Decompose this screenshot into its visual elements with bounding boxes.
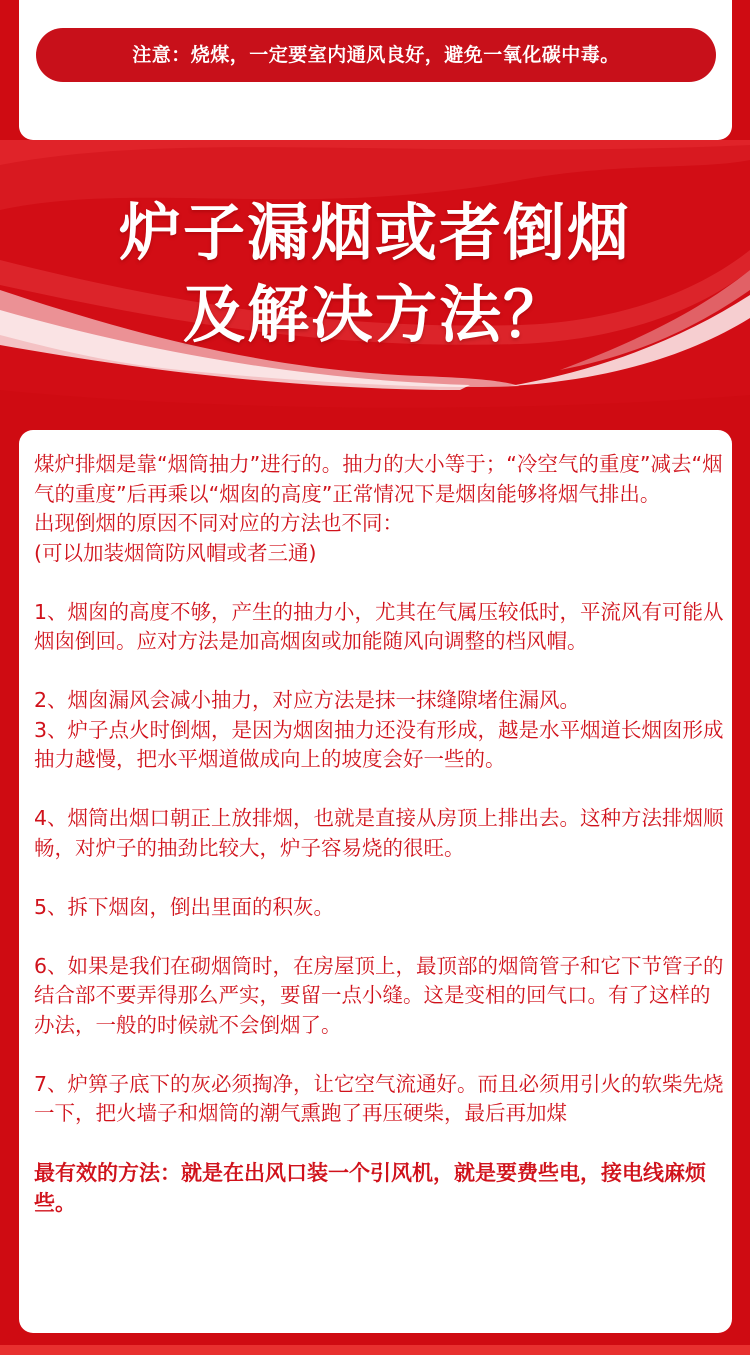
title-banner (0, 140, 750, 430)
article-card (19, 430, 732, 1333)
notice-banner: 注意：烧煤，一定要室内通风良好，避免一氧化碳中毒。 (36, 28, 716, 82)
conclusion-text: 最有效的方法：就是在出风口装一个引风机，就是要费些电，接电线麻烦些。 (34, 1161, 706, 1215)
intro-paragraph: 煤炉排烟是靠“烟筒抽力”进行的。抽力的大小等于；“冷空气的重度”减去“烟气的重度”后再乘以“烟囱的高度”正常情况下是烟囱能够将烟气排出。 (34, 452, 723, 506)
intro-cause-line: 出现倒烟的原因不同对应的方法也不同： (34, 511, 403, 535)
list-item-6: 6、如果是我们在砌烟筒时，在房屋顶上，最顶部的烟筒管子和它下节管子的结合部不要弄得那么严实，要留一点小缝。这是变相的回气口。有了这样的办法，一般的时候就不会倒烟了。 (34, 953, 724, 1037)
page-title (0, 192, 750, 356)
title-line-2: 及解决方法？ (182, 278, 567, 351)
list-item-5: 5、拆下烟囱，倒出里面的积灰。 (34, 894, 335, 919)
intro-note-line: (可以加装烟筒防风帽或者三通) (34, 540, 317, 565)
list-item-1: 1、烟囱的高度不够，产生的抽力小，尤其在气属压较低时，平流风有可能从烟囱倒回。应对方法是加高烟囱或加能随风向调整的档风帽。 (34, 599, 724, 653)
article-body (34, 450, 724, 1218)
list-item-2: 2、烟囱漏风会减小抽力，对应方法是抹一抹缝隙堵住漏风。 (34, 688, 581, 712)
list-item-3: 3、炉子点火时倒烟，是因为烟囱抽力还没有形成，越是水平烟道长烟囱形成抽力越慢，把水平烟道做成向上的坡度会好一些的。 (34, 717, 724, 771)
bottom-strip (0, 1345, 750, 1355)
title-line-1: 炉子漏烟或者倒烟 (118, 196, 631, 269)
notice-card (19, 0, 732, 140)
list-item-7: 7、炉箅子底下的灰必须掏净，让它空气流通好。而且必须用引火的软柴先烧一下，把火墙子和烟筒的潮气熏跑了再压硬柴，最后再加煤 (34, 1071, 724, 1125)
list-item-4: 4、烟筒出烟口朝正上放排烟，也就是直接从房顶上排出去。这种方法排烟顺畅，对炉子的抽劲比较大，炉子容易烧的很旺。 (34, 806, 724, 860)
